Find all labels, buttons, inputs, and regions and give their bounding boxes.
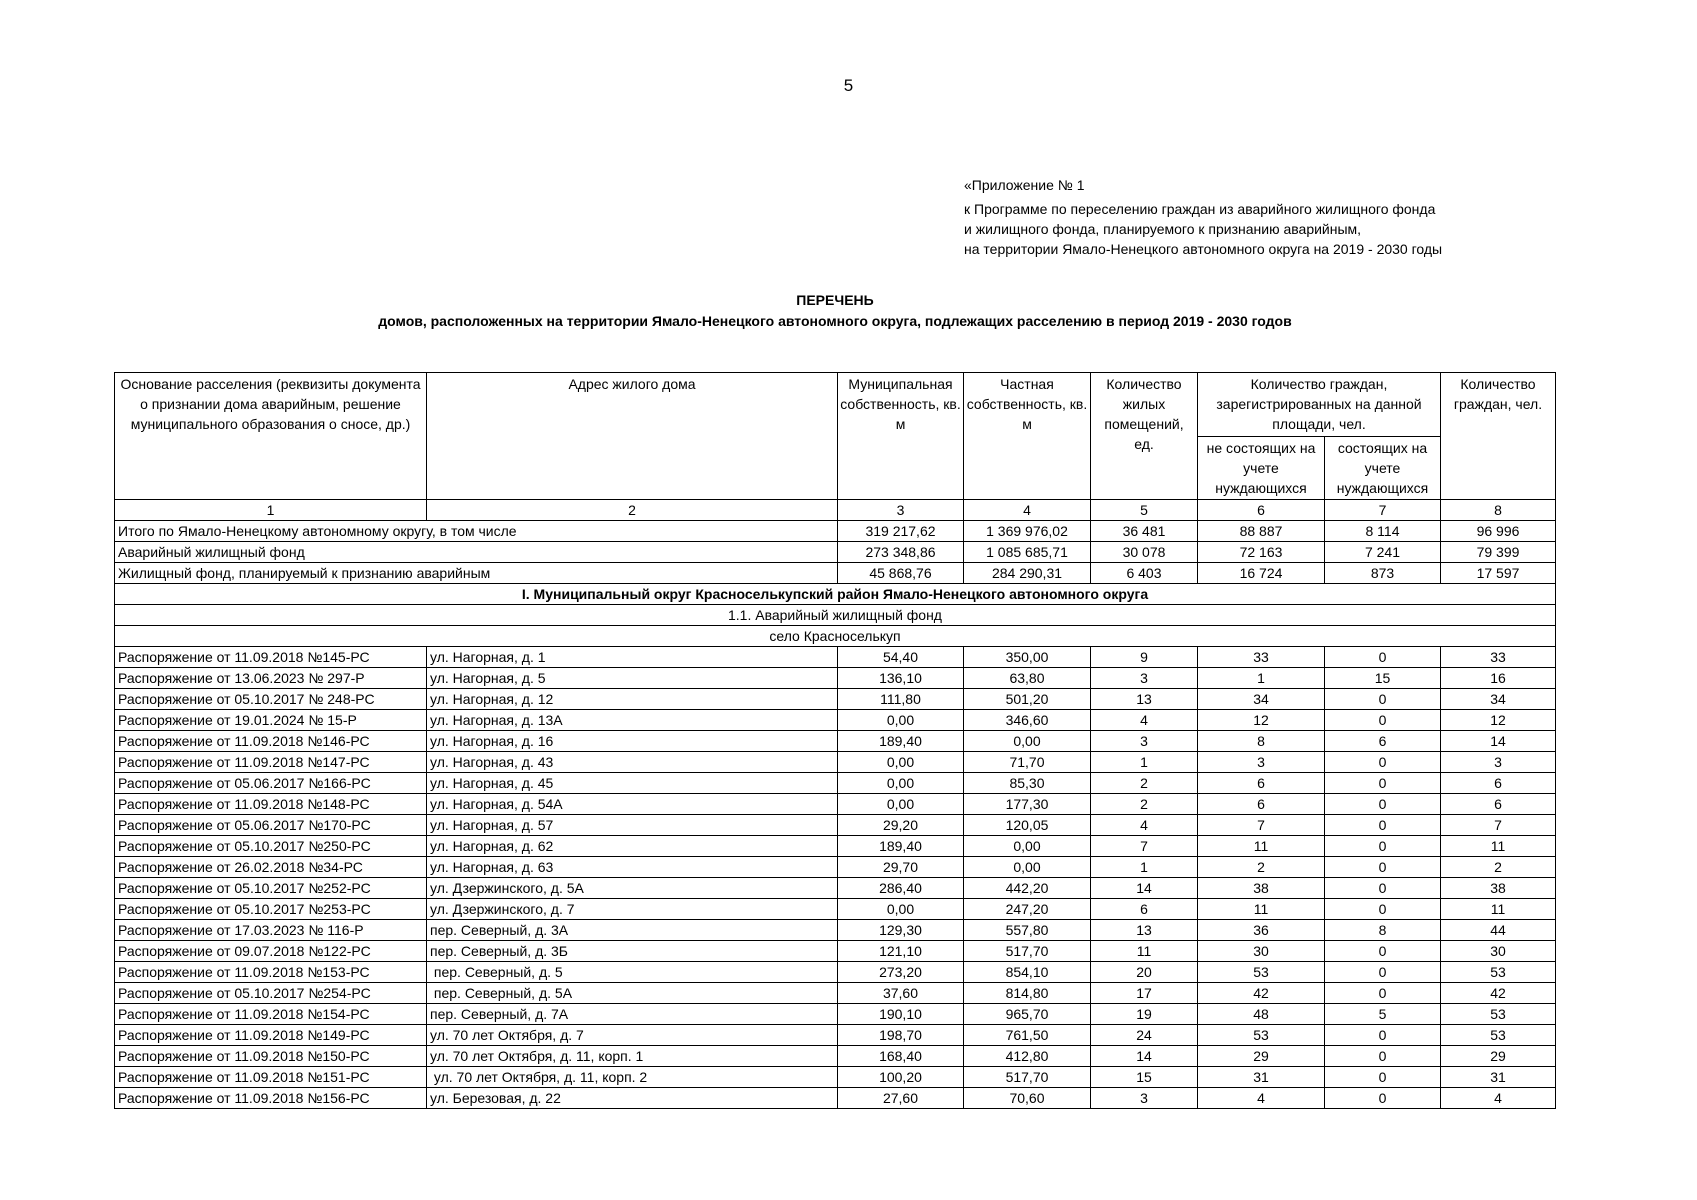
table-body <box>115 373 1556 1109</box>
listed-cell: 0 <box>1325 1046 1441 1067</box>
private-area-cell: 517,70 <box>964 941 1091 962</box>
citizens-cell: 6 <box>1441 794 1556 815</box>
listed-cell: 0 <box>1325 878 1441 899</box>
not-listed-cell: 48 <box>1198 1004 1325 1025</box>
address-cell: ул. Нагорная, д. 43 <box>427 752 838 773</box>
header-address: Адрес жилого дома <box>427 373 838 500</box>
total-value: 96 996 <box>1441 521 1556 542</box>
citizens-cell: 53 <box>1441 962 1556 983</box>
total-value: 72 163 <box>1198 542 1325 563</box>
total-value: 7 241 <box>1325 542 1441 563</box>
table-row <box>115 1004 1556 1025</box>
total-label: Жилищный фонд, планируемый к признанию аварийным <box>115 563 838 584</box>
rooms-cell: 14 <box>1091 878 1198 899</box>
table-row <box>115 773 1556 794</box>
basis-cell: Распоряжение от 11.09.2018 №148-РС <box>115 794 427 815</box>
basis-cell: Распоряжение от 05.10.2017 №252-РС <box>115 878 427 899</box>
address-cell: ул. Нагорная, д. 12 <box>427 689 838 710</box>
private-area-cell: 442,20 <box>964 878 1091 899</box>
basis-cell: Распоряжение от 05.06.2017 №166-РС <box>115 773 427 794</box>
private-area-cell: 247,20 <box>964 899 1091 920</box>
listed-cell: 0 <box>1325 1088 1441 1109</box>
municipal-area-cell: 286,40 <box>838 878 964 899</box>
citizens-cell: 29 <box>1441 1046 1556 1067</box>
private-area-cell: 70,60 <box>964 1088 1091 1109</box>
total-value: 16 724 <box>1198 563 1325 584</box>
appendix-line: к Программе по переселению граждан из аварийного жилищного фонда <box>964 201 1436 217</box>
private-area-cell: 63,80 <box>964 668 1091 689</box>
total-label: Аварийный жилищный фонд <box>115 542 838 563</box>
listed-cell: 15 <box>1325 668 1441 689</box>
total-row <box>115 542 1556 563</box>
private-area-cell: 965,70 <box>964 1004 1091 1025</box>
citizens-cell: 6 <box>1441 773 1556 794</box>
table-row <box>115 899 1556 920</box>
column-number: 6 <box>1198 500 1325 521</box>
table-row <box>115 1046 1556 1067</box>
address-cell: пер. Северный, д. 3Б <box>427 941 838 962</box>
address-cell: ул. Березовая, д. 22 <box>427 1088 838 1109</box>
citizens-cell: 2 <box>1441 857 1556 878</box>
table-row <box>115 962 1556 983</box>
not-listed-cell: 11 <box>1198 899 1325 920</box>
not-listed-cell: 30 <box>1198 941 1325 962</box>
not-listed-cell: 11 <box>1198 836 1325 857</box>
basis-cell: Распоряжение от 13.06.2023 № 297-Р <box>115 668 427 689</box>
citizens-cell: 53 <box>1441 1025 1556 1046</box>
header-basis: Основание расселения (реквизиты документа о признании дома аварийным, решение муниципального образования о сносе, др.) <box>115 373 427 500</box>
address-cell: ул. 70 лет Октября, д. 11, корп. 2 <box>427 1067 838 1088</box>
column-number: 3 <box>838 500 964 521</box>
private-area-cell: 0,00 <box>964 836 1091 857</box>
listed-cell: 6 <box>1325 731 1441 752</box>
basis-cell: Распоряжение от 19.01.2024 № 15-Р <box>115 710 427 731</box>
not-listed-cell: 1 <box>1198 668 1325 689</box>
address-cell: ул. 70 лет Октября, д. 11, корп. 1 <box>427 1046 838 1067</box>
header-private: Частная собственность, кв. м <box>964 373 1091 500</box>
table-row <box>115 752 1556 773</box>
municipal-area-cell: 121,10 <box>838 941 964 962</box>
rooms-cell: 7 <box>1091 836 1198 857</box>
citizens-cell: 16 <box>1441 668 1556 689</box>
basis-cell: Распоряжение от 11.09.2018 №146-РС <box>115 731 427 752</box>
listed-cell: 0 <box>1325 1025 1441 1046</box>
not-listed-cell: 36 <box>1198 920 1325 941</box>
not-listed-cell: 7 <box>1198 815 1325 836</box>
basis-cell: Распоряжение от 26.02.2018 №34-РС <box>115 857 427 878</box>
appendix-line: и жилищного фонда, планируемого к признанию аварийным, <box>964 221 1362 237</box>
header-municipal: Муниципальная собственность, кв. м <box>838 373 964 500</box>
listed-cell: 0 <box>1325 773 1441 794</box>
table-row <box>115 710 1556 731</box>
total-label: Итого по Ямало-Ненецкому автономному округу, в том числе <box>115 521 838 542</box>
listed-cell: 0 <box>1325 710 1441 731</box>
municipal-area-cell: 54,40 <box>838 647 964 668</box>
total-row <box>115 563 1556 584</box>
appendix-line: на территории Ямало-Ненецкого автономного округа на 2019 - 2030 годы <box>964 241 1443 257</box>
private-area-cell: 71,70 <box>964 752 1091 773</box>
total-row <box>115 521 1556 542</box>
citizens-cell: 44 <box>1441 920 1556 941</box>
basis-cell: Распоряжение от 11.09.2018 №151-РС <box>115 1067 427 1088</box>
appendix-block <box>964 175 1442 259</box>
address-cell: ул. Дзержинского, д. 7 <box>427 899 838 920</box>
municipal-area-cell: 189,40 <box>838 731 964 752</box>
not-listed-cell: 4 <box>1198 1088 1325 1109</box>
listed-cell: 0 <box>1325 794 1441 815</box>
table-row <box>115 668 1556 689</box>
rooms-cell: 24 <box>1091 1025 1198 1046</box>
rooms-cell: 3 <box>1091 1088 1198 1109</box>
address-cell: ул. Нагорная, д. 57 <box>427 815 838 836</box>
municipal-area-cell: 190,10 <box>838 1004 964 1025</box>
municipal-area-cell: 129,30 <box>838 920 964 941</box>
column-number: 2 <box>427 500 838 521</box>
private-area-cell: 814,80 <box>964 983 1091 1004</box>
citizens-cell: 34 <box>1441 689 1556 710</box>
not-listed-cell: 3 <box>1198 752 1325 773</box>
rooms-cell: 6 <box>1091 899 1198 920</box>
rooms-cell: 9 <box>1091 647 1198 668</box>
not-listed-cell: 53 <box>1198 962 1325 983</box>
table-row <box>115 878 1556 899</box>
table-row <box>115 857 1556 878</box>
total-value: 88 887 <box>1198 521 1325 542</box>
basis-cell: Распоряжение от 11.09.2018 №147-РС <box>115 752 427 773</box>
address-cell: пер. Северный, д. 5А <box>427 983 838 1004</box>
listed-cell: 8 <box>1325 920 1441 941</box>
listed-cell: 0 <box>1325 815 1441 836</box>
private-area-cell: 761,50 <box>964 1025 1091 1046</box>
not-listed-cell: 29 <box>1198 1046 1325 1067</box>
citizens-cell: 42 <box>1441 983 1556 1004</box>
citizens-cell: 11 <box>1441 899 1556 920</box>
page-number: 5 <box>843 76 854 95</box>
private-area-cell: 412,80 <box>964 1046 1091 1067</box>
rooms-cell: 1 <box>1091 857 1198 878</box>
citizens-cell: 33 <box>1441 647 1556 668</box>
appendix-title: «Приложение № 1 <box>964 177 1085 193</box>
locality-heading-row <box>115 626 1556 647</box>
private-area-cell: 350,00 <box>964 647 1091 668</box>
not-listed-cell: 34 <box>1198 689 1325 710</box>
listed-cell: 0 <box>1325 752 1441 773</box>
rooms-cell: 17 <box>1091 983 1198 1004</box>
address-cell: ул. Нагорная, д. 16 <box>427 731 838 752</box>
table-row <box>115 1088 1556 1109</box>
private-area-cell: 177,30 <box>964 794 1091 815</box>
citizens-cell: 4 <box>1441 1088 1556 1109</box>
header-listed: состоящих на учете нуждающихся <box>1325 436 1441 500</box>
citizens-cell: 3 <box>1441 752 1556 773</box>
rooms-cell: 20 <box>1091 962 1198 983</box>
table-row <box>115 983 1556 1004</box>
not-listed-cell: 33 <box>1198 647 1325 668</box>
total-value: 6 403 <box>1091 563 1198 584</box>
municipal-area-cell: 29,20 <box>838 815 964 836</box>
not-listed-cell: 2 <box>1198 857 1325 878</box>
listed-cell: 0 <box>1325 1067 1441 1088</box>
listed-cell: 0 <box>1325 689 1441 710</box>
subsection-heading: 1.1. Аварийный жилищный фонд <box>115 605 1556 626</box>
private-area-cell: 120,05 <box>964 815 1091 836</box>
address-cell: ул. Нагорная, д. 1 <box>427 647 838 668</box>
listed-cell: 0 <box>1325 899 1441 920</box>
table-row <box>115 815 1556 836</box>
section-heading: I. Муниципальный округ Красноселькупский район Ямало-Ненецкого автономного округа <box>115 584 1556 605</box>
total-value: 17 597 <box>1441 563 1556 584</box>
rooms-cell: 14 <box>1091 1046 1198 1067</box>
address-cell: ул. Нагорная, д. 62 <box>427 836 838 857</box>
total-value: 873 <box>1325 563 1441 584</box>
citizens-cell: 7 <box>1441 815 1556 836</box>
table-row <box>115 1067 1556 1088</box>
address-cell: ул. Нагорная, д. 54А <box>427 794 838 815</box>
rooms-cell: 3 <box>1091 731 1198 752</box>
address-cell: ул. Дзержинского, д. 5А <box>427 878 838 899</box>
municipal-area-cell: 0,00 <box>838 899 964 920</box>
rooms-cell: 4 <box>1091 815 1198 836</box>
listed-cell: 0 <box>1325 983 1441 1004</box>
private-area-cell: 557,80 <box>964 920 1091 941</box>
table-row <box>115 731 1556 752</box>
address-cell: ул. Нагорная, д. 45 <box>427 773 838 794</box>
column-number: 1 <box>115 500 427 521</box>
basis-cell: Распоряжение от 05.10.2017 № 248-РС <box>115 689 427 710</box>
table-row <box>115 920 1556 941</box>
address-cell: ул. Нагорная, д. 5 <box>427 668 838 689</box>
column-number: 8 <box>1441 500 1556 521</box>
not-listed-cell: 6 <box>1198 794 1325 815</box>
basis-cell: Распоряжение от 11.09.2018 №156-РС <box>115 1088 427 1109</box>
address-cell: ул. Нагорная, д. 13А <box>427 710 838 731</box>
table-row <box>115 836 1556 857</box>
rooms-cell: 1 <box>1091 752 1198 773</box>
not-listed-cell: 12 <box>1198 710 1325 731</box>
total-value: 1 369 976,02 <box>964 521 1091 542</box>
municipal-area-cell: 100,20 <box>838 1067 964 1088</box>
address-cell: пер. Северный, д. 5 <box>427 962 838 983</box>
address-cell: пер. Северный, д. 3А <box>427 920 838 941</box>
listed-cell: 0 <box>1325 857 1441 878</box>
citizens-cell: 12 <box>1441 710 1556 731</box>
total-value: 273 348,86 <box>838 542 964 563</box>
section-heading-row <box>115 584 1556 605</box>
basis-cell: Распоряжение от 05.10.2017 №253-РС <box>115 899 427 920</box>
document-subtitle: домов, расположенных на территории Ямало-Ненецкого автономного округа, подлежащих расселению в период 2019 - 2030 годов <box>378 313 1292 329</box>
municipal-area-cell: 111,80 <box>838 689 964 710</box>
column-number: 4 <box>964 500 1091 521</box>
basis-cell: Распоряжение от 11.09.2018 №153-РС <box>115 962 427 983</box>
address-cell: пер. Северный, д. 7А <box>427 1004 838 1025</box>
private-area-cell: 517,70 <box>964 1067 1091 1088</box>
not-listed-cell: 8 <box>1198 731 1325 752</box>
address-cell: ул. 70 лет Октября, д. 7 <box>427 1025 838 1046</box>
municipal-area-cell: 0,00 <box>838 773 964 794</box>
citizens-cell: 38 <box>1441 878 1556 899</box>
basis-cell: Распоряжение от 05.10.2017 №250-РС <box>115 836 427 857</box>
rooms-cell: 11 <box>1091 941 1198 962</box>
total-value: 319 217,62 <box>838 521 964 542</box>
rooms-cell: 4 <box>1091 710 1198 731</box>
basis-cell: Распоряжение от 11.09.2018 №154-РС <box>115 1004 427 1025</box>
not-listed-cell: 38 <box>1198 878 1325 899</box>
private-area-cell: 854,10 <box>964 962 1091 983</box>
address-cell: ул. Нагорная, д. 63 <box>427 857 838 878</box>
citizens-cell: 31 <box>1441 1067 1556 1088</box>
listed-cell: 0 <box>1325 836 1441 857</box>
basis-cell: Распоряжение от 05.10.2017 №254-РС <box>115 983 427 1004</box>
private-area-cell: 0,00 <box>964 731 1091 752</box>
header-row <box>115 373 1556 437</box>
basis-cell: Распоряжение от 11.09.2018 №149-РС <box>115 1025 427 1046</box>
not-listed-cell: 6 <box>1198 773 1325 794</box>
table-row <box>115 647 1556 668</box>
column-number: 5 <box>1091 500 1198 521</box>
total-value: 284 290,31 <box>964 563 1091 584</box>
private-area-cell: 85,30 <box>964 773 1091 794</box>
not-listed-cell: 53 <box>1198 1025 1325 1046</box>
houses-table <box>114 372 1556 1109</box>
municipal-area-cell: 37,60 <box>838 983 964 1004</box>
column-numbers-row <box>115 500 1556 521</box>
total-value: 36 481 <box>1091 521 1198 542</box>
municipal-area-cell: 273,20 <box>838 962 964 983</box>
locality-heading: село Красноселькуп <box>115 626 1556 647</box>
municipal-area-cell: 29,70 <box>838 857 964 878</box>
rooms-cell: 2 <box>1091 794 1198 815</box>
rooms-cell: 13 <box>1091 920 1198 941</box>
not-listed-cell: 42 <box>1198 983 1325 1004</box>
document-title: ПЕРЕЧЕНЬ <box>796 292 874 308</box>
municipal-area-cell: 189,40 <box>838 836 964 857</box>
header-not-listed: не состоящих на учете нуждающихся <box>1198 436 1325 500</box>
municipal-area-cell: 27,60 <box>838 1088 964 1109</box>
private-area-cell: 0,00 <box>964 857 1091 878</box>
citizens-cell: 53 <box>1441 1004 1556 1025</box>
table-row <box>115 689 1556 710</box>
total-value: 30 078 <box>1091 542 1198 563</box>
total-value: 8 114 <box>1325 521 1441 542</box>
total-value: 79 399 <box>1441 542 1556 563</box>
header-rooms: Количество жилых помещений, ед. <box>1091 373 1198 500</box>
private-area-cell: 346,60 <box>964 710 1091 731</box>
municipal-area-cell: 0,00 <box>838 710 964 731</box>
basis-cell: Распоряжение от 11.09.2018 №145-РС <box>115 647 427 668</box>
rooms-cell: 2 <box>1091 773 1198 794</box>
total-value: 1 085 685,71 <box>964 542 1091 563</box>
listed-cell: 0 <box>1325 962 1441 983</box>
private-area-cell: 501,20 <box>964 689 1091 710</box>
header-citizens: Количество граждан, чел. <box>1441 373 1556 500</box>
basis-cell: Распоряжение от 05.06.2017 №170-РС <box>115 815 427 836</box>
listed-cell: 5 <box>1325 1004 1441 1025</box>
subsection-heading-row <box>115 605 1556 626</box>
municipal-area-cell: 0,00 <box>838 794 964 815</box>
rooms-cell: 19 <box>1091 1004 1198 1025</box>
municipal-area-cell: 136,10 <box>838 668 964 689</box>
table-row <box>115 794 1556 815</box>
municipal-area-cell: 198,70 <box>838 1025 964 1046</box>
table-row <box>115 1025 1556 1046</box>
rooms-cell: 13 <box>1091 689 1198 710</box>
column-number: 7 <box>1325 500 1441 521</box>
municipal-area-cell: 0,00 <box>838 752 964 773</box>
citizens-cell: 14 <box>1441 731 1556 752</box>
total-value: 45 868,76 <box>838 563 964 584</box>
listed-cell: 0 <box>1325 647 1441 668</box>
municipal-area-cell: 168,40 <box>838 1046 964 1067</box>
not-listed-cell: 31 <box>1198 1067 1325 1088</box>
basis-cell: Распоряжение от 17.03.2023 № 116-Р <box>115 920 427 941</box>
basis-cell: Распоряжение от 09.07.2018 №122-РС <box>115 941 427 962</box>
citizens-cell: 30 <box>1441 941 1556 962</box>
rooms-cell: 15 <box>1091 1067 1198 1088</box>
basis-cell: Распоряжение от 11.09.2018 №150-РС <box>115 1046 427 1067</box>
header-registered: Количество граждан, зарегистрированных на данной площади, чел. <box>1198 373 1441 437</box>
citizens-cell: 11 <box>1441 836 1556 857</box>
rooms-cell: 3 <box>1091 668 1198 689</box>
table-row <box>115 941 1556 962</box>
listed-cell: 0 <box>1325 941 1441 962</box>
